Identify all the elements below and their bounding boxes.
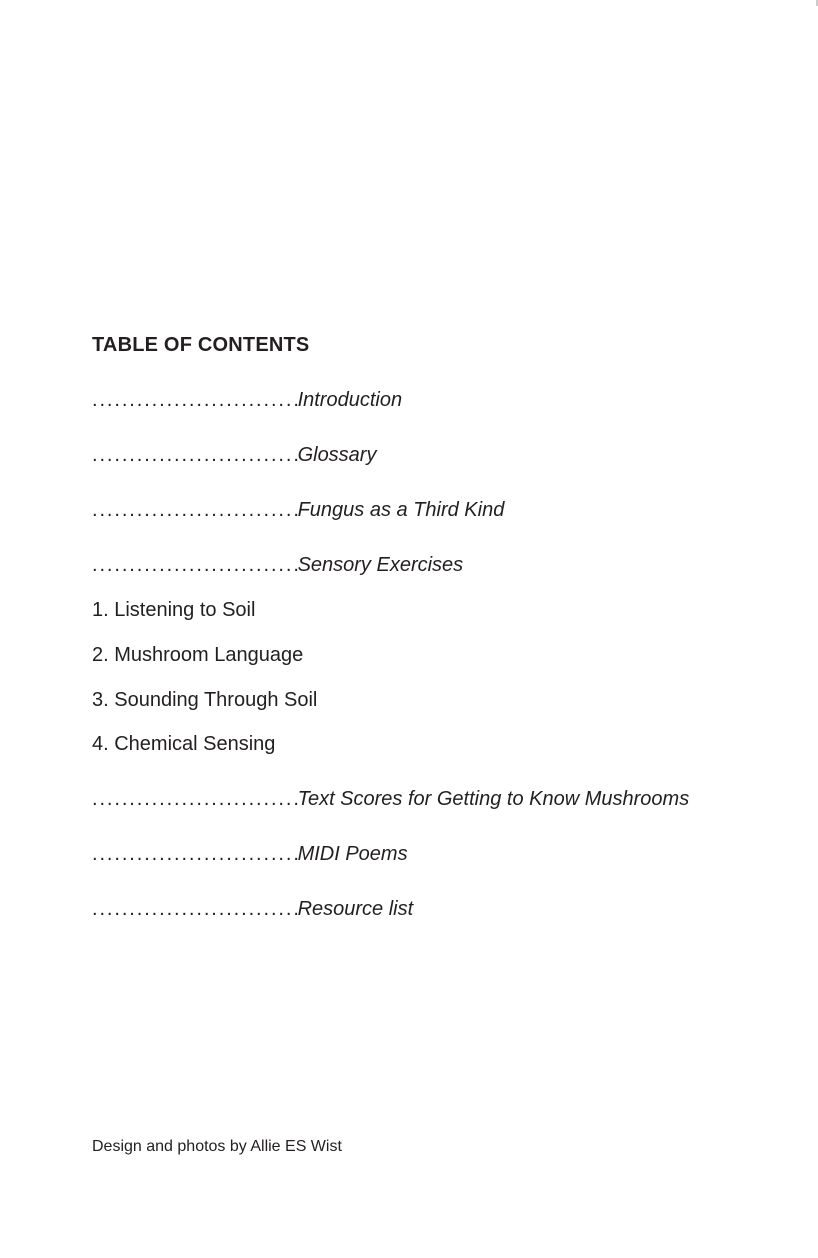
toc-entry-title: Text Scores for Getting to Know Mushrooms — [297, 788, 690, 810]
toc-heading: TABLE OF CONTENTS — [92, 334, 310, 356]
toc-subentry-chemical-sensing[interactable] — [92, 732, 275, 756]
toc-entry-text-scores[interactable] — [92, 787, 689, 811]
toc-entry-midi-poems[interactable] — [92, 842, 408, 866]
design-credit: Design and photos by Allie ES Wist — [92, 1138, 342, 1155]
toc-subentry-mushroom-language[interactable] — [92, 643, 303, 667]
dot-leader: ............................ — [92, 898, 301, 920]
dot-leader: ............................ — [92, 389, 301, 411]
toc-subentry-title: 3. Sounding Through Soil — [92, 689, 318, 711]
toc-entry-fungus-third-kind[interactable] — [92, 498, 504, 522]
toc-entry-sensory-exercises[interactable] — [92, 553, 463, 577]
dot-leader: ............................ — [92, 499, 301, 521]
toc-entry-title: Fungus as a Third Kind — [297, 499, 505, 521]
toc-entry-title: Introduction — [297, 389, 403, 411]
dot-leader: ............................ — [92, 788, 301, 810]
toc-entry-title: MIDI Poems — [297, 843, 408, 865]
toc-entry-title: Sensory Exercises — [297, 554, 464, 576]
toc-subentry-sounding-through-soil[interactable] — [92, 688, 317, 712]
toc-subentry-title: 1. Listening to Soil — [92, 599, 256, 621]
toc-entry-title: Resource list — [297, 898, 414, 920]
dot-leader: ............................ — [92, 554, 301, 576]
toc-entry-title: Glossary — [297, 444, 377, 466]
dot-leader: ............................ — [92, 843, 301, 865]
toc-subentry-title: 4. Chemical Sensing — [92, 733, 276, 755]
dot-leader: ............................ — [92, 444, 301, 466]
toc-entry-introduction[interactable] — [92, 388, 402, 412]
toc-entry-resource-list[interactable] — [92, 897, 413, 921]
toc-entry-glossary[interactable] — [92, 443, 376, 467]
toc-subentry-listening-to-soil[interactable] — [92, 598, 255, 622]
toc-subentry-title: 2. Mushroom Language — [92, 644, 304, 666]
